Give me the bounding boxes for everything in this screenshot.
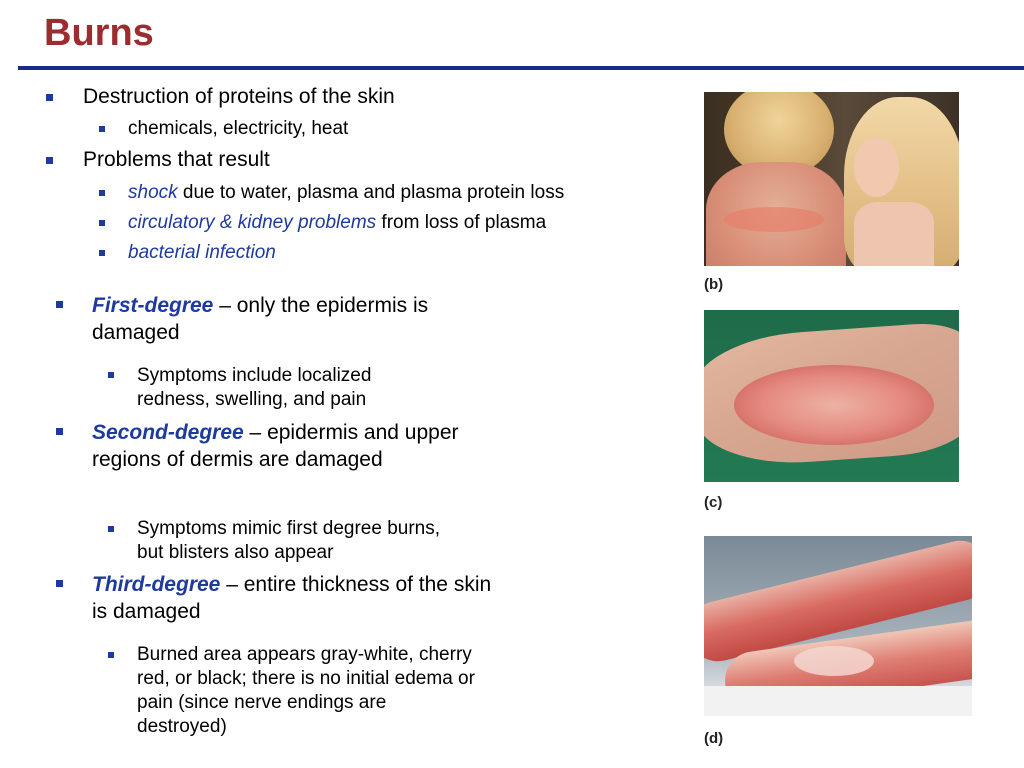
degree-description: – entire thickness of the skin is damaged <box>92 573 492 623</box>
intro-point-2-sub-1 <box>128 182 564 204</box>
title-divider <box>18 66 1024 70</box>
second-degree-point <box>92 419 477 473</box>
degree-term: Second-degree <box>92 421 244 444</box>
emphasis-text: shock <box>128 182 178 203</box>
bullet-marker <box>99 250 105 256</box>
degree-term: First-degree <box>92 294 214 317</box>
bullet-marker <box>108 526 114 532</box>
photo-b-label: (b) <box>704 276 724 293</box>
third-degree-symptoms: Burned area appears gray-white, cherry red, or black; there is no initial edema or pain (since nerve endings are destroyed) <box>137 644 475 737</box>
first-degree-point <box>92 292 492 346</box>
bullet-marker <box>46 94 53 101</box>
intro-point-2: Problems that result <box>83 148 270 171</box>
first-degree-symptoms: Symptoms include localized redness, swelling, and pain <box>137 365 372 410</box>
intro-point-1-sub: chemicals, electricity, heat <box>128 118 349 139</box>
emphasis-text: bacterial infection <box>128 242 276 263</box>
bullet-marker <box>56 428 63 435</box>
bullet-marker <box>108 372 114 378</box>
degree-description: – only the epidermis is damaged <box>92 294 429 344</box>
photo-leg-burn <box>704 536 972 716</box>
slide-title: Burns <box>44 12 154 54</box>
bullet-marker <box>99 126 105 132</box>
bullet-marker <box>46 157 53 164</box>
emphasis-text: circulatory & kidney problems <box>128 212 377 233</box>
sub-point-text: due to water, plasma and plasma protein loss <box>177 182 565 203</box>
photo-c-label: (c) <box>704 494 723 511</box>
intro-point-1: Destruction of proteins of the skin <box>83 85 395 108</box>
intro-point-2-sub-2 <box>128 212 546 234</box>
bullet-marker <box>99 190 105 196</box>
sub-point-text: from loss of plasma <box>376 212 547 233</box>
second-degree-symptoms: Symptoms mimic first degree burns, but blisters also appear <box>137 518 441 563</box>
degree-term: Third-degree <box>92 573 221 596</box>
photo-arm-burn <box>704 310 959 482</box>
bullet-marker <box>56 580 63 587</box>
photo-d-label: (d) <box>704 730 724 747</box>
bullet-marker <box>108 652 114 658</box>
degree-description: – epidermis and upper regions of dermis are damaged <box>92 421 459 471</box>
third-degree-point <box>92 571 497 625</box>
photo-children-sunburn <box>704 92 959 266</box>
bullet-marker <box>99 220 105 226</box>
intro-point-2-sub-3 <box>128 242 276 264</box>
bullet-marker <box>56 301 63 308</box>
